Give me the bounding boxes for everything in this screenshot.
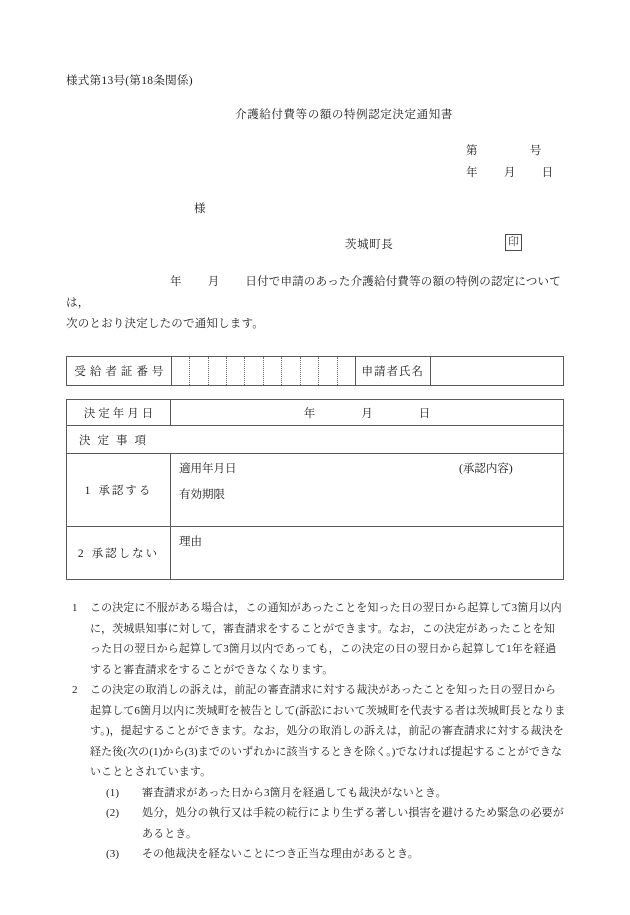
intro-text-line2: 次のとおり決定したので通知します。 bbox=[66, 318, 264, 330]
reject-detail-cell[interactable] bbox=[171, 527, 564, 580]
seal-icon: 印 bbox=[505, 234, 522, 251]
note-sub-2-marker: (2) bbox=[106, 807, 120, 819]
document-number-prefix: 第 bbox=[466, 145, 478, 157]
reason-label: 理由 bbox=[179, 536, 202, 548]
note-2-text: この決定の取消しの訴えは，前記の審査請求に対する裁決があったことを知った日の翌日から起算して6箇月以内に茨城町を被告として(訴訟において茨城町を代表する者は茨城町長となります。)，提起することができます。なお，処分の取消しの訴えは，前記の審査請求に対する裁決を経た後(次の(1)から(3)までのいずれかに該当するときを除く。)でなければ提起することができないこととされています。 bbox=[90, 684, 566, 778]
recipient-table bbox=[66, 356, 564, 386]
decision-date-day: 日 bbox=[418, 407, 431, 420]
intro-paragraph bbox=[66, 272, 566, 335]
note-sub-item-3 bbox=[90, 844, 566, 865]
note-sub-2-text: 処分，処分の執行又は手続の続行により生ずる著しい損害を避けるため緊急の必要があるとき。 bbox=[142, 807, 564, 840]
intro-year: 年 bbox=[170, 276, 182, 288]
note-sub-item-1 bbox=[90, 783, 566, 804]
recipient-digit-cell[interactable] bbox=[301, 357, 319, 385]
apply-date-label: 適用年月日 bbox=[179, 463, 237, 475]
recipient-digit-cell[interactable] bbox=[209, 357, 227, 385]
decision-date-month: 月 bbox=[361, 407, 373, 420]
intro-month: 月 bbox=[207, 276, 220, 288]
recipient-digit-cell[interactable] bbox=[190, 357, 208, 385]
decision-date-year: 年 bbox=[303, 407, 316, 420]
note-item-2 bbox=[66, 680, 566, 865]
recipient-digit-grid[interactable] bbox=[172, 357, 355, 385]
note-sub-3-marker: (3) bbox=[106, 848, 120, 860]
note-sub-1-text: 審査請求があった日から3箇月を経過しても裁決がないとき。 bbox=[142, 786, 447, 799]
document-date-year: 年 bbox=[466, 167, 478, 179]
valid-period-label: 有効期限 bbox=[179, 489, 225, 501]
recipient-digit-cell[interactable] bbox=[264, 357, 282, 385]
approval-content-label: (承認内容) bbox=[459, 463, 513, 475]
decision-date-label: 決定年月日 bbox=[67, 400, 171, 426]
issuer-name: 茨城町長 bbox=[345, 239, 394, 251]
option-approve[interactable] bbox=[67, 454, 171, 527]
note-1-marker: 1 bbox=[72, 602, 78, 614]
note-1-text: この決定に不服がある場合は，この通知があったことを知った日の翌日から起算して3箇月以内に，茨城県知事に対して，審査請求をすることができます。なお，この決定があったことを知った日の翌日から起算して3箇月以内であっても，この決定の日の翌日から起算して1年を経過すると審査請求をすることができなくなります。 bbox=[90, 602, 562, 676]
addressee-honorific: 様 bbox=[194, 203, 206, 215]
intro-text-line1: 日付で申請のあった介護給付費等の額の特例の認定については， bbox=[66, 276, 561, 309]
approve-detail-cell[interactable] bbox=[171, 454, 564, 527]
note-sub-1-marker: (1) bbox=[106, 786, 120, 799]
document-number-line bbox=[466, 142, 542, 158]
recipient-digit-cell[interactable] bbox=[282, 357, 300, 385]
form-number: 様式第13号(第18条関係) bbox=[66, 75, 193, 87]
option-reject[interactable] bbox=[67, 527, 171, 580]
table-row bbox=[67, 357, 564, 386]
note-2-marker: 2 bbox=[72, 684, 78, 696]
decision-items-label: 決定事項 bbox=[67, 426, 564, 454]
decision-date-input[interactable] bbox=[171, 400, 564, 426]
option-reject-label: 承認しない bbox=[91, 548, 160, 560]
note-sub-3-text: その他裁決を経ないことにつき正当な理由があるとき。 bbox=[142, 848, 419, 860]
note-2-sublist bbox=[90, 783, 566, 865]
option-approve-number: 1 bbox=[84, 485, 91, 497]
option-approve-label: 承認する bbox=[98, 485, 153, 497]
note-item-1 bbox=[66, 598, 566, 680]
recipient-digit-cell[interactable] bbox=[319, 357, 337, 385]
recipient-digit-cell[interactable] bbox=[227, 357, 245, 385]
table-row-decision-items bbox=[67, 426, 564, 454]
page-title: 介護給付費等の額の特例認定決定通知書 bbox=[235, 109, 453, 121]
recipient-number-label: 受給者証番号 bbox=[67, 357, 172, 386]
decision-table bbox=[66, 399, 564, 580]
document-date-line bbox=[466, 164, 553, 180]
recipient-number-input[interactable] bbox=[171, 357, 355, 386]
document-number-suffix: 号 bbox=[529, 145, 542, 157]
table-row-decision-date bbox=[67, 400, 564, 426]
recipient-digit-cell[interactable] bbox=[172, 357, 190, 385]
recipient-digit-cell[interactable] bbox=[245, 357, 263, 385]
document-date-month: 月 bbox=[503, 167, 516, 179]
applicant-name-label: 申請者氏名 bbox=[355, 357, 430, 386]
option-reject-number: 2 bbox=[77, 548, 84, 560]
table-row-reject bbox=[67, 527, 564, 580]
notes-section bbox=[66, 598, 566, 865]
applicant-name-input[interactable] bbox=[430, 357, 563, 386]
note-sub-item-2 bbox=[90, 803, 566, 844]
recipient-digit-cell[interactable] bbox=[338, 357, 355, 385]
document-date-day: 日 bbox=[541, 167, 554, 179]
table-row-approve bbox=[67, 454, 564, 527]
